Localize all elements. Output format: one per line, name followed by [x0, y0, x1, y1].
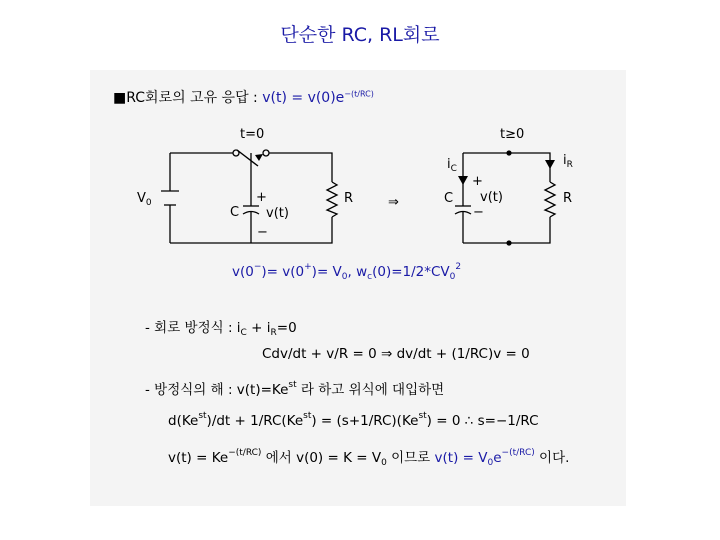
right-resistor-zigzag	[545, 182, 555, 217]
left-cap-label: C	[230, 205, 240, 220]
l4-part-d: ) = 0 ∴ s=−1/RC	[426, 413, 539, 429]
page-title: 단순한 RC, RL회로	[280, 24, 440, 46]
l5-part-b-sub: 0	[381, 458, 387, 468]
cond-part-d-sub: c	[367, 272, 373, 282]
left-minus-label: −	[257, 225, 268, 240]
l4-part-a-sup: st	[198, 411, 207, 421]
final-solution-line	[168, 446, 569, 468]
right-wire-bottom	[463, 217, 550, 243]
l1-part-a: - 회로 방정식 : i	[145, 320, 241, 336]
right-plus-label: +	[472, 174, 483, 189]
l3-part-a: - 방정식의 해 : v(t)=Ke	[145, 382, 289, 398]
ic-arrow-icon	[458, 176, 468, 185]
left-circuit	[161, 153, 337, 243]
l5-part-e-sup: −(t/RC)	[501, 448, 535, 458]
l4-part-c: ) = (s+1/RC)(Ke	[311, 413, 419, 429]
cond-part-e: (0)=1/2*CV	[372, 264, 450, 280]
l4-part-a: d(Ke	[168, 413, 199, 429]
cond-part-d: , w	[347, 264, 368, 280]
l4-part-c-sup: st	[418, 411, 427, 421]
l5-part-b: 에서 v(0) = K = V	[261, 450, 382, 466]
l4-part-b-sup: st	[303, 411, 312, 421]
differential-equation-line: Cdv/dt + v/R = 0 ⇒ dv/dt + (1/RC)v = 0	[262, 346, 530, 362]
bullet-icon: ■	[113, 90, 127, 106]
solution-assumption-line	[145, 378, 444, 398]
ir-arrow-icon	[545, 160, 555, 169]
right-circuit	[455, 153, 555, 243]
circuit-equation-line	[145, 316, 297, 338]
right-node-top-mid	[506, 150, 511, 155]
l5-part-a-sup: −(t/RC)	[228, 448, 262, 458]
right-resistor-label: R	[563, 191, 573, 206]
left-plus-label: +	[256, 190, 267, 205]
initial-condition	[232, 262, 461, 282]
l5-part-e: e	[493, 450, 502, 466]
right-minus-label: −	[473, 205, 484, 220]
l3-part-a-sup: st	[288, 380, 297, 390]
right-tge0-label: t≥0	[500, 127, 525, 142]
cond-part-c: )= V	[311, 264, 342, 280]
l5-part-f: 이다.	[534, 450, 570, 466]
l5-part-c: 이므로	[386, 450, 435, 466]
cond-part-c-sub: 0	[341, 272, 348, 282]
cond-part-a-sup: −	[253, 262, 262, 272]
final-result	[435, 450, 535, 466]
ir-label: $i_R$	[563, 153, 573, 170]
l1-part-c: =0	[276, 320, 297, 336]
left-resistor-zigzag	[327, 182, 337, 217]
cond-part-b-sup: +	[304, 262, 312, 272]
cond-part-a: v(0	[232, 264, 254, 280]
cond-part-b: )= v(0	[261, 264, 305, 280]
source-label: $V_0$	[137, 191, 152, 208]
heading-expr-exponent: −(t/RC)	[344, 89, 374, 99]
left-resistor-label: R	[344, 191, 354, 206]
cond-part-e-sub: 0	[449, 272, 456, 282]
heading-expr-base: v(t) = v(0)e	[262, 90, 345, 106]
substitution-line	[168, 411, 539, 429]
l1-part-a-sub: C	[240, 328, 247, 338]
right-node-bottom-mid	[506, 240, 511, 245]
heading-label: RC회로의 고유 응답 :	[126, 90, 263, 106]
left-t0-label: t=0	[240, 127, 265, 142]
l1-part-b-sub: R	[270, 328, 277, 338]
l1-part-b: + i	[246, 320, 271, 336]
ic-label: $i_C$	[447, 157, 457, 174]
left-vt-label: v(t)	[266, 206, 289, 221]
cond-part-e-sup: 2	[455, 262, 462, 272]
transition-arrow-icon: ⇒	[388, 195, 399, 210]
l4-part-b: )/dt + 1/RC(Ke	[206, 413, 304, 429]
l3-part-b: 라 하고 위식에 대입하면	[296, 382, 445, 398]
l5-part-d: v(t) = V	[434, 450, 488, 466]
right-vt-label: v(t)	[480, 190, 503, 205]
l5-part-a: v(t) = Ke	[168, 450, 229, 466]
right-cap-label: C	[444, 191, 454, 206]
l5-part-d-sub: 0	[487, 458, 494, 468]
